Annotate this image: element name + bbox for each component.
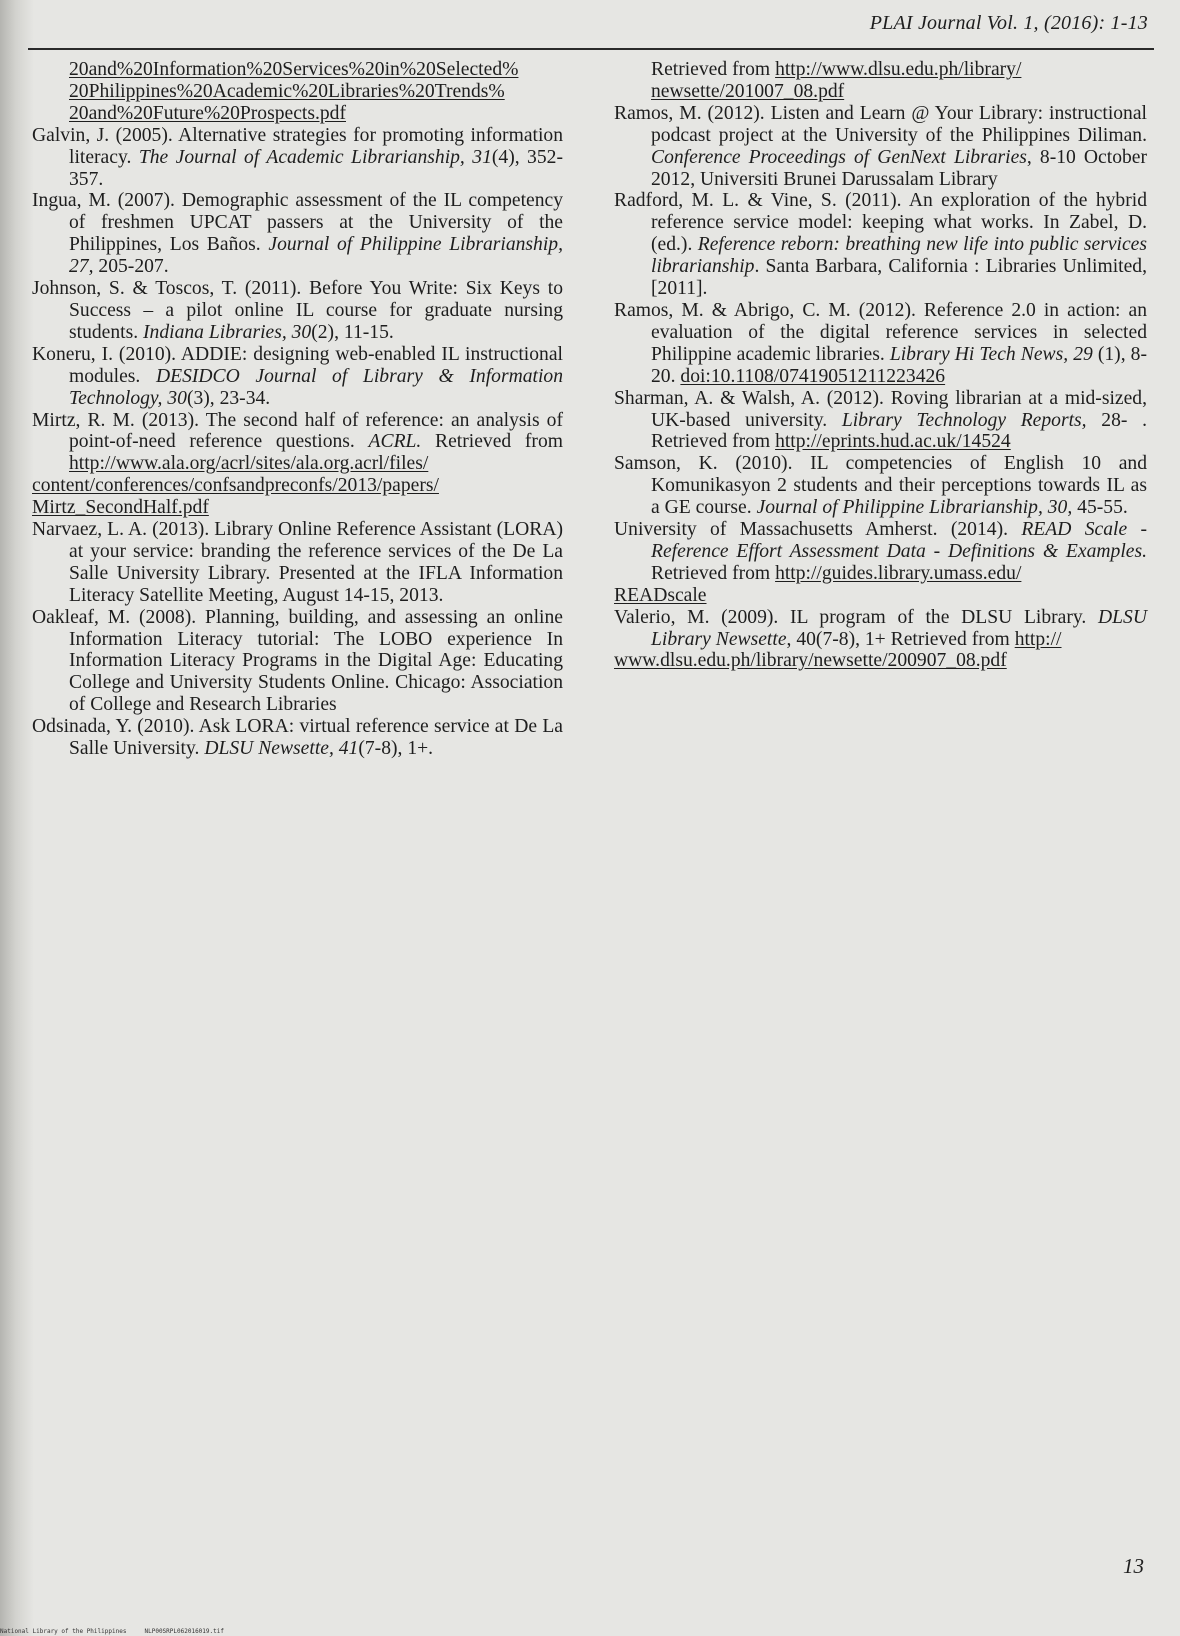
reference-entry: Odsinada, Y. (2010). Ask LORA: virtual reference service at De La Salle University. DLSU Newsette, 41(7-8), 1+. [32,716,563,760]
url-link[interactable]: READscale [614,584,707,606]
doi-link[interactable]: doi:10.1108/07419051211223426 [680,365,946,387]
url-link[interactable]: http://www.dlsu.edu.ph/library/ [775,59,1022,80]
url-link[interactable]: 20and%20Information%20Services%20in%20Selected% [69,59,519,80]
url-link[interactable]: content/conferences/confsandpreconfs/2013/papers/ [32,475,439,497]
reference-entry: Koneru, I. (2010). ADDIE: designing web-enabled IL instructional modules. DESIDCO Journal of Library & Information Technology, 30(3), 23-34. [32,343,564,409]
url-link[interactable]: http://guides.library.umass.edu/ [775,562,1022,584]
reference-entry: Ramos, M. & Abrigo, C. M. (2012). Reference 2.0 in action: an evaluation of the digital reference services in selected Philippine academic libraries. Library Hi Tech News, 29 (1), 8-20. doi:10.1108/07419051211223426 [614,299,1147,387]
url-link[interactable]: 20and%20Future%20Prospects.pdf [69,102,346,124]
references-right-column [614,59,1147,672]
header-rule [28,48,1154,50]
reference-entry: Valerio, M. (2009). IL program of the DLSU Library. DLSU Library Newsette, 40(7-8), 1+ Retrieved from http:// www.dlsu.edu.ph/library/newsette/200907_08.pdf [614,606,1147,672]
url-link[interactable]: newsette/201007_08.pdf [651,80,845,102]
reference-entry: Ramos, M. (2012). Listen and Learn @ Your Library: instructional podcast project at the University of the Philippines Diliman. Conference Proceedings of GenNext Libraries, 8-10 October 2012, Universiti Brunei Darussalam Library [614,102,1148,190]
references-left-column [32,59,563,760]
url-link[interactable]: Mirtz_SecondHalf.pdf [32,497,209,519]
scan-source-label: National Library of the Philippines NLP00SRPL062016019.tif [0,1628,224,1635]
continuation-retrieved: Retrieved from http://www.dlsu.edu.ph/library/ newsette/201007_08.pdf [614,59,1147,103]
scan-page-edge [0,0,34,1636]
reference-entry: University of Massachusetts Amherst. (2014). READ Scale - Reference Effort Assessment Data - Definitions & Examples. Retrieved from http://guides.library.umass.edu/ READscale [614,519,1148,606]
running-head: PLAI Journal Vol. 1, (2016): 1-13 [869,12,1148,34]
url-link[interactable]: http://www.ala.org/acrl/sites/ala.org.acrl/files/ [69,453,429,475]
url-link[interactable]: http:// [1014,628,1062,650]
url-link[interactable]: 20Philippines%20Academic%20Libraries%20Trends% [69,80,505,102]
page-number: 13 [1123,1554,1144,1578]
url-link[interactable]: www.dlsu.edu.ph/library/newsette/200907_08.pdf [614,650,1007,672]
reference-entry: Samson, K. (2010). IL competencies of English 10 and Komunikasyon 2 students and their perceptions towards IL as a GE course. Journal of Philippine Librarianship, 30, 45-55. [614,453,1147,519]
url-link[interactable]: http://eprints.hud.ac.uk/14524 [775,431,1011,453]
reference-entry: Mirtz, R. M. (2013). The second half of reference: an analysis of point-of-need reference questions. ACRL. Retrieved from http://www.ala.org/acrl/sites/ala.org.acrl/files/ content/conferences/confsandpreconfs/2013/papers/ Mirtz_SecondHalf.pdf [32,409,563,519]
reference-entry: Ingua, M. (2007). Demographic assessment of the IL competency of freshmen UPCAT passers at the University of the Philippines, Los Baños. Journal of Philippine Librarianship, 27, 205-207. [32,190,563,278]
continuation-url [32,59,563,125]
reference-entry: Oakleaf, M. (2008). Planning, building, and assessing an online Information Literacy tutorial: The LOBO experience In Information Literacy Programs in the Digital Age: Educating College and University Students Online. Chicago: Association of College and Research Libraries [32,606,563,716]
reference-entry: Radford, M. L. & Vine, S. (2011). An exploration of the hybrid reference service model: keeping what works. In Zabel, D. (ed.). Reference reborn: breathing new life into public services librarianship. Santa Barbara, California : Libraries Unlimited, [2011]. [614,190,1147,300]
reference-entry: Johnson, S. & Toscos, T. (2011). Before You Write: Six Keys to Success – a pilot online IL course for graduate nursing students. Indiana Libraries, 30(2), 11-15. [32,278,563,343]
reference-entry: Narvaez, L. A. (2013). Library Online Reference Assistant (LORA) at your service: branding the reference services of the De La Salle University Library. Presented at the IFLA Information Literacy Satellite Meeting, August 14-15, 2013. [32,519,563,606]
reference-entry: Sharman, A. & Walsh, A. (2012). Roving librarian at a mid-sized, UK-based university. Library Technology Reports, 28- . Retrieved from http://eprints.hud.ac.uk/14524 [614,387,1147,453]
reference-entry: Galvin, J. (2005). Alternative strategies for promoting information literacy. The Journal of Academic Librarianship, 31(4), 352-357. [32,124,563,190]
